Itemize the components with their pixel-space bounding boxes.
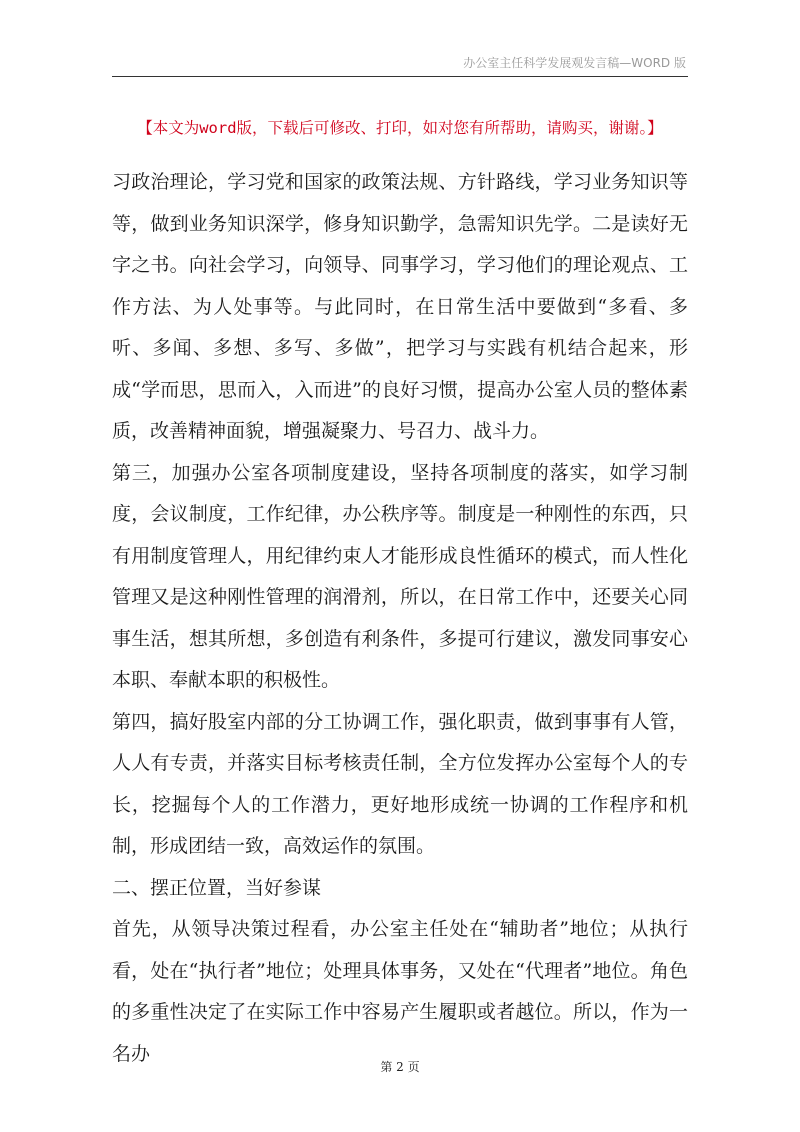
page-header	[112, 52, 688, 77]
paragraph-first: 首先，从领导决策过程看，办公室主任处在“辅助者”地位；从执行看，处在“执行者”地位；处理具体事务，又处在“代理者”地位。角色的多重性决定了在实际工作中容易产生履职或者越位。所以，作为一名办	[112, 918, 688, 1065]
page-number: 第 2 页	[380, 1060, 420, 1074]
paragraph-study: 习政治理论，学习党和国家的政策法规、方针路线，学习业务知识等等，做到业务知识深学，修身知识勤学，急需知识先学。二是读好无字之书。向社会学习，向领导、同事学习，学习他们的理论观点、工作方法、为人处事等。与此同时，在日常生活中要做到“多看、多听、多闻、多想、多写、多做”，把学习与实践有机结合起来，形成“学而思，思而入，入而进”的良好习惯，提高办公室人员的整体素质，改善精神面貌，增强凝聚力、号召力、战斗力。	[112, 171, 688, 442]
paragraph-third: 第三，加强办公室各项制度建设，坚持各项制度的落实，如学习制度，会议制度，工作纪律，办公秩序等。制度是一种刚性的东西，只有用制度管理人，用纪律约束人才能形成良性循环的模式，而人性化管理又是这种刚性管理的润滑剂，所以，在日常工作中，还要关心同事生活，想其所想，多创造有利条件，多提可行建议，激发同事安心本职、奉献本职的积极性。	[112, 461, 688, 691]
running-title: 办公室主任科学发展观发言稿—WORD 版	[463, 56, 686, 70]
paragraph-fourth: 第四，搞好股室内部的分工协调工作，强化职责，做到事事有人管，人人有专责，并落实目标考核责任制，全方位发挥办公室每个人的专长，挖掘每个人的工作潜力，更好地形成统一协调的工作程序和机制，形成团结一致，高效运作的氛围。	[112, 710, 688, 857]
section-heading: 二、摆正位置，当好参谋	[112, 876, 322, 899]
document-body	[112, 162, 688, 1075]
download-notice: 【本文为word版，下载后可修改、打印，如对您有所帮助，请购买，谢谢。】	[137, 119, 663, 137]
